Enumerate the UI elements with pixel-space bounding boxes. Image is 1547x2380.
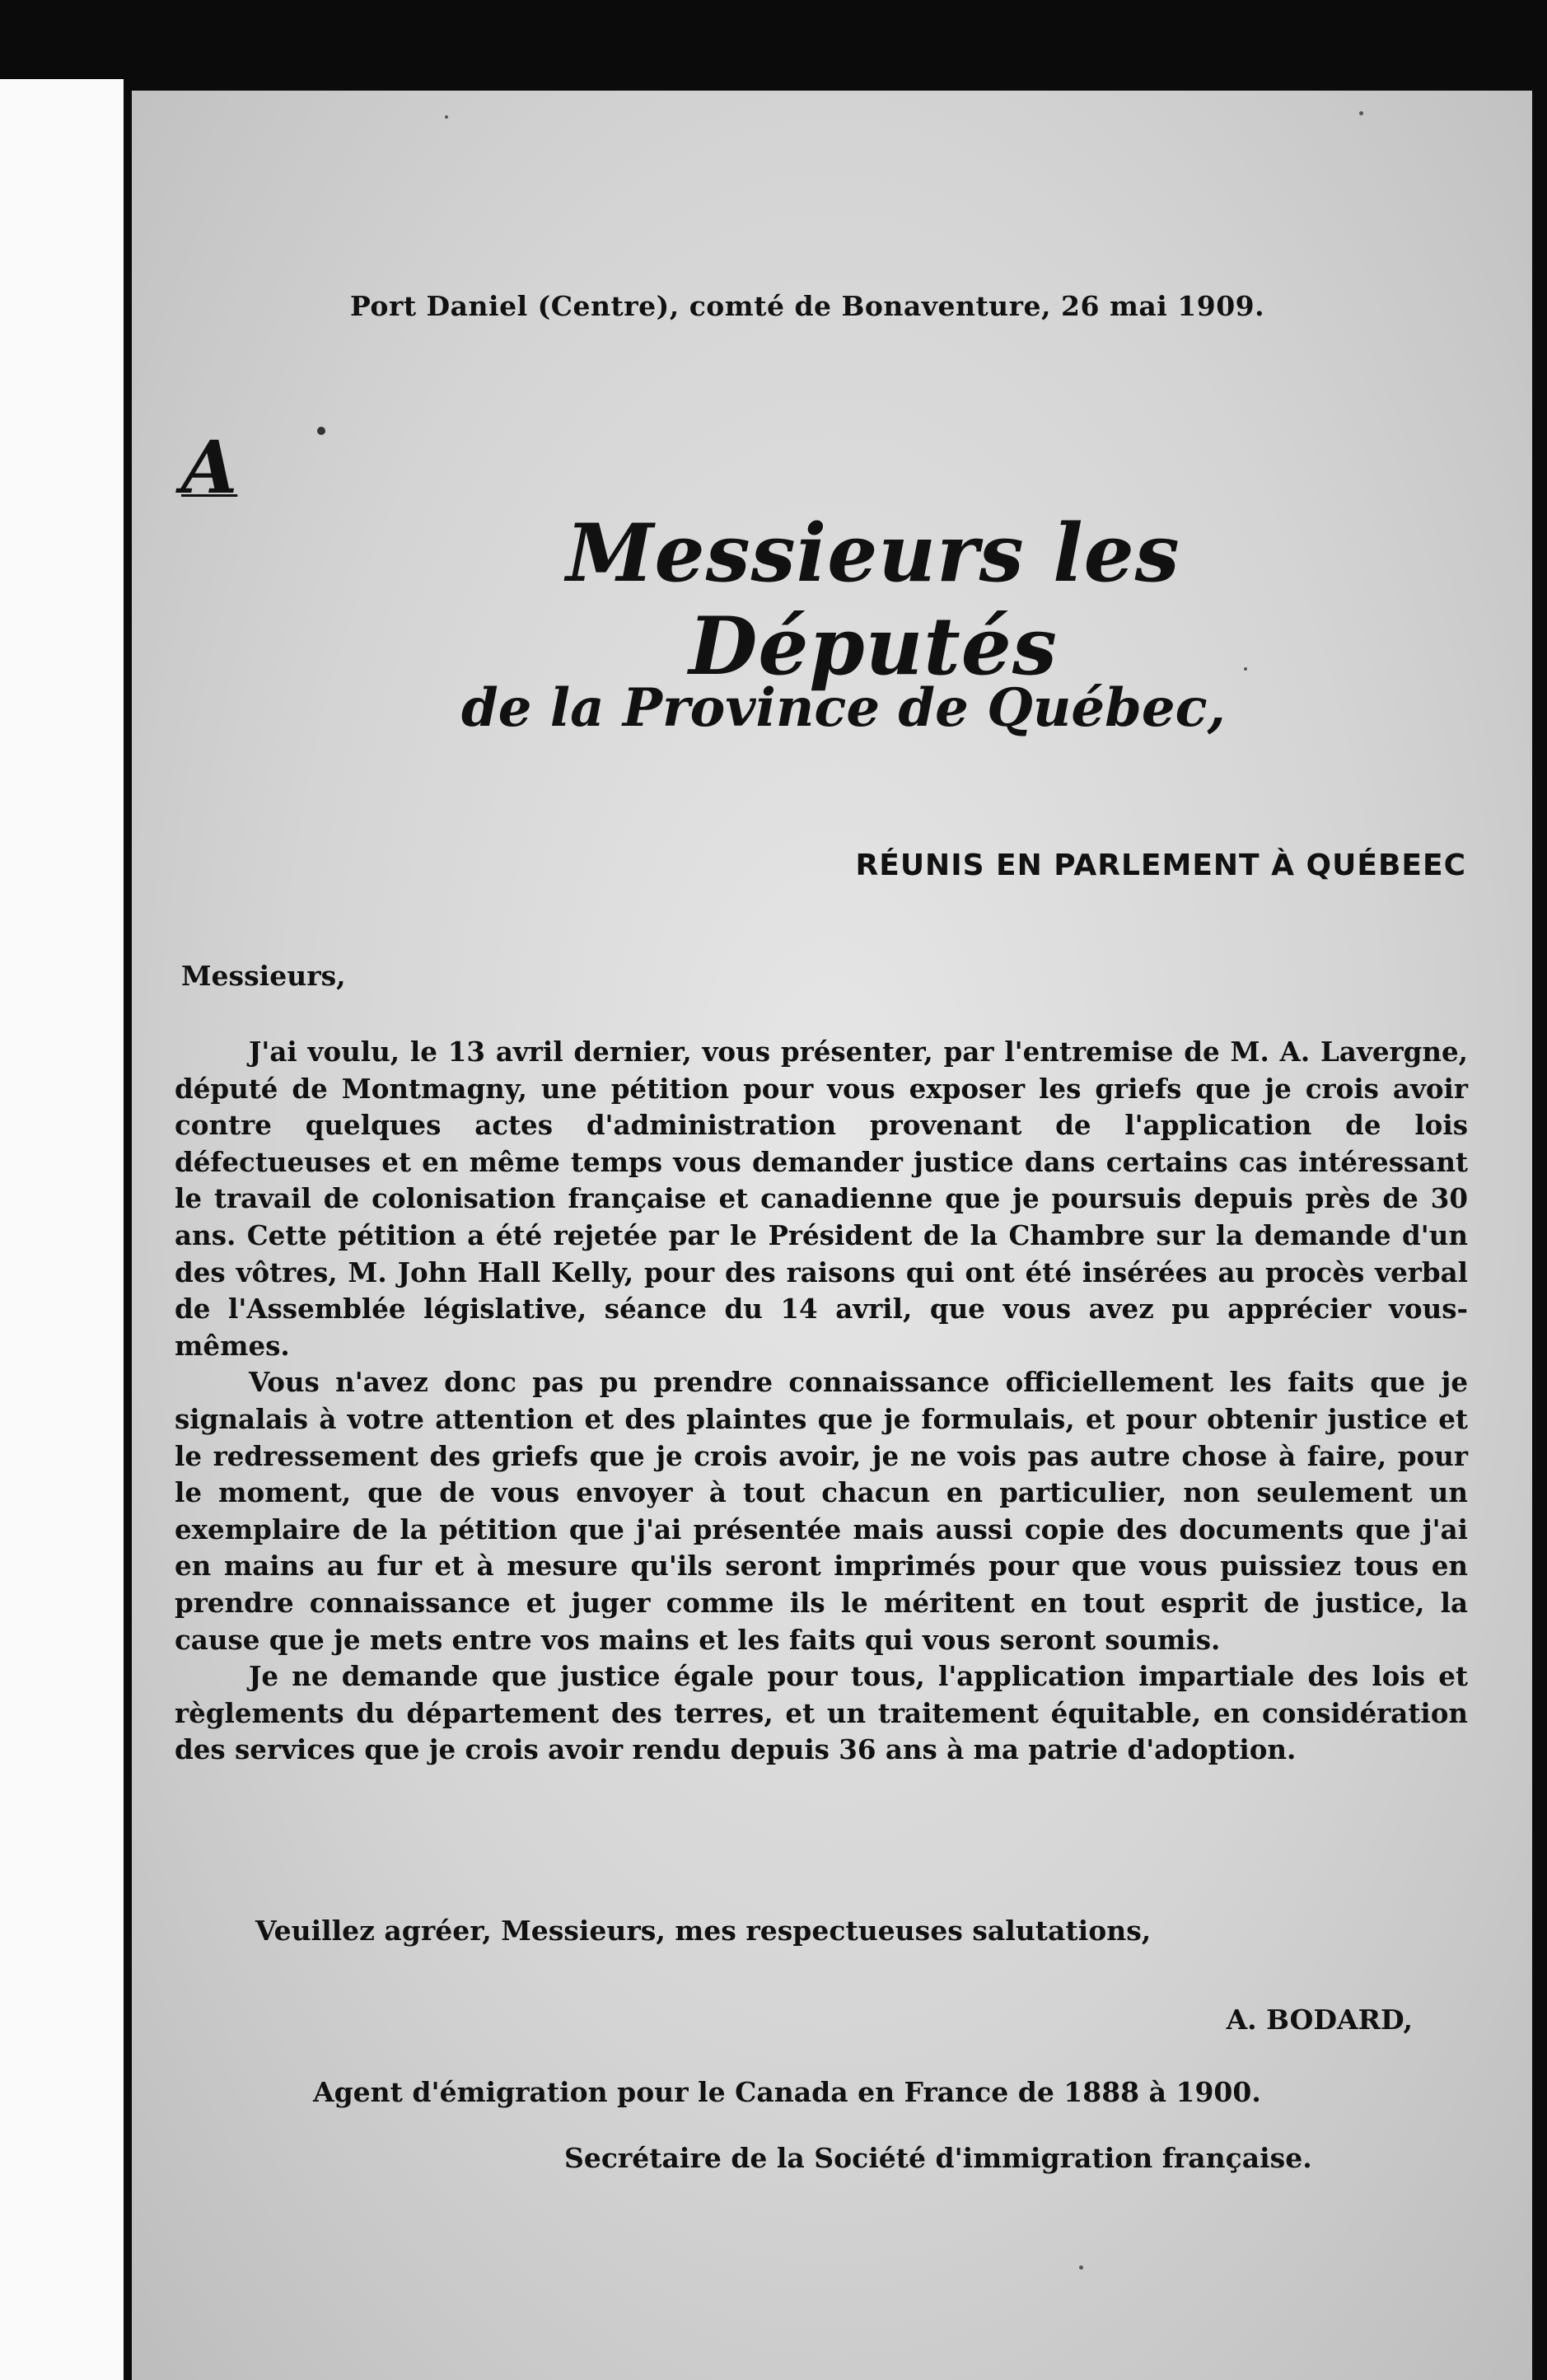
scan-speck — [1079, 2265, 1083, 2270]
addressee-headline: Messieurs les Députés — [566, 507, 1180, 693]
ink-dot — [317, 427, 325, 435]
body-paragraph: J'ai voulu, le 13 avril dernier, vous présenter, par l'entremise de M. A. Lavergne, député de Montmagny, une pétition pour vous exposer les griefs que je crois avoir contre quelques actes d'administration provenant de l'application de lois défectueuses et en même temps vous demander justice dans certains cas intéressant le travail de colonisation française et canadienne que je poursuis depuis près de 30 ans. Cette pétition a été rejetée par le Président de la Chambre sur la demande d'un des vôtres, M. John Hall Kelly, pour des raisons qui ont été insérées au procès verbal de l'Assemblée législative, séance du 14 avril, que vous avez pu apprécier vous-mêmes. — [175, 1036, 1468, 1362]
letter-body — [175, 1034, 1468, 1769]
closing-line: Veuillez agréer, Messieurs, mes respectueuses salutations, — [255, 1915, 1152, 1947]
letter-dateline: Port Daniel (Centre), comté de Bonaventure, 26 mai 1909. — [350, 290, 1265, 322]
previous-page-edge — [0, 79, 124, 2380]
salutation: Messieurs, — [181, 960, 346, 992]
letter-page — [132, 91, 1532, 2380]
body-paragraph: Je ne demande que justice égale pour tous, l'application impartiale des lois et règlements du département des terres, et un traitement équitable, en considération des services que je crois avoir rendu depuis 36 ans à ma patrie d'adoption. — [175, 1660, 1468, 1766]
signer-title-agent: Agent d'émigration pour le Canada en France de 1888 à 1900. — [313, 2076, 1261, 2108]
signature: A. BODARD, — [1226, 2004, 1413, 2036]
signer-title-secretary: Secrétaire de la Société d'immigration française. — [564, 2142, 1312, 2174]
assembly-line: RÉUNIS EN PARLEMENT À QUÉBEEC — [855, 849, 1466, 882]
body-paragraph: Vous n'avez donc pas pu prendre connaissance officiellement les faits que je signalais à votre attention et des plaintes que je formulais, et pour obtenir justice et le redressement des griefs que je crois avoir, je ne vois pas autre chose à faire, pour le moment, que de vous envoyer à tout chacun en particulier, non seulement un exemplaire de la pétition que j'ai présentée mais aussi copie des documents que j'ai en mains au fur et à mesure qu'ils seront imprimés pour que vous puissiez tous en prendre connaissance et juger comme ils le méritent en tout esprit de justice, la cause que je mets entre vos mains et les faits qui vous seront soumis. — [175, 1366, 1468, 1656]
scan-speck — [445, 115, 448, 119]
decorative-initial: A — [181, 424, 238, 510]
scan-speck — [1359, 111, 1363, 115]
addressee-subheadline: de la Province de Québec, — [461, 677, 1226, 739]
